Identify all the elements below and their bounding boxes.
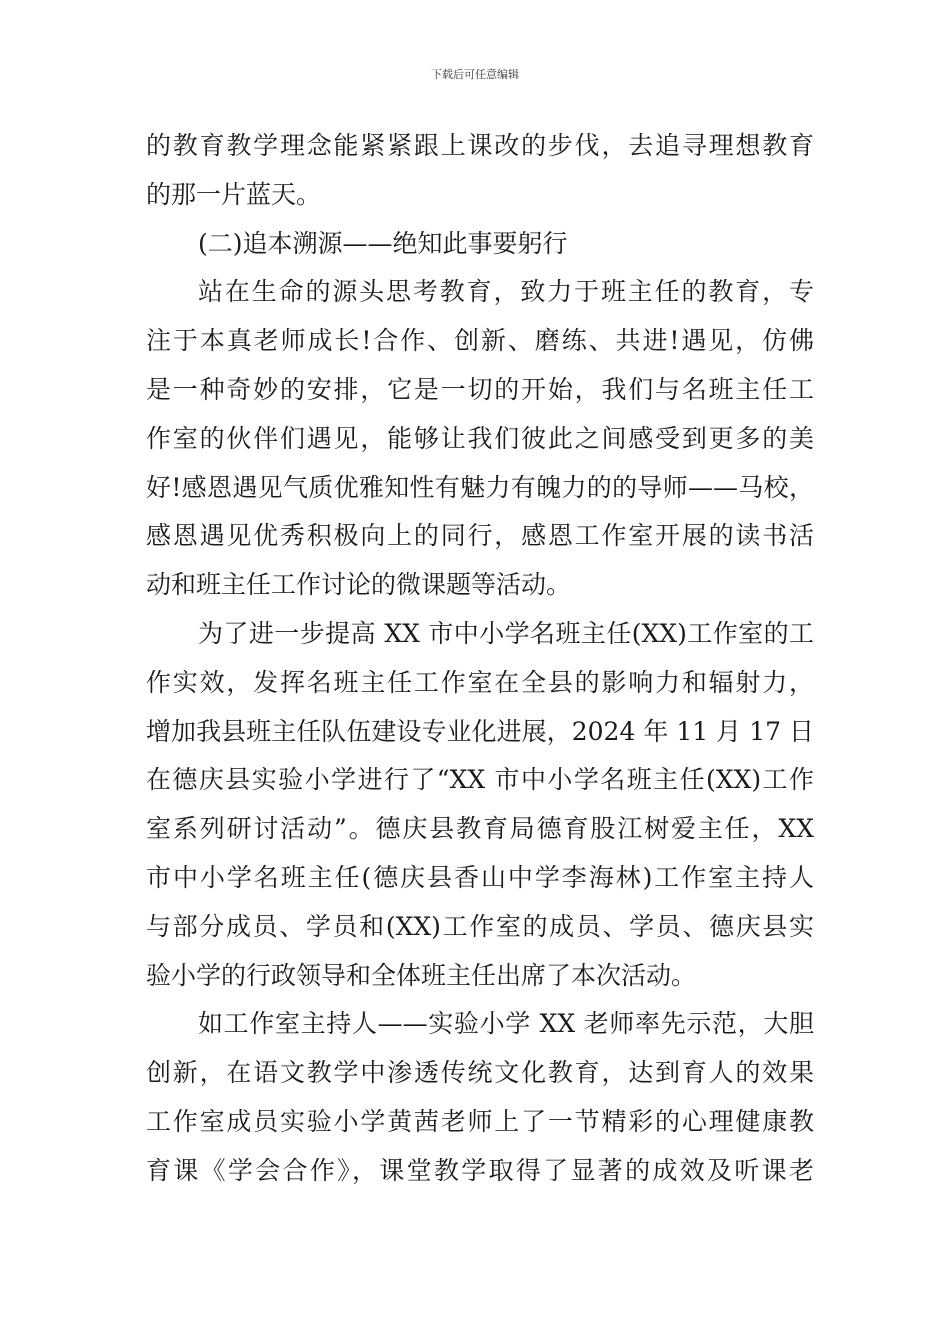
text-line: 育课《学会合作》，课堂教学取得了显著的成效及听课老 (146, 1155, 814, 1185)
text-line: 注于本真老师成长!合作、创新、磨练、共进!遇见，仿佛 (146, 326, 814, 356)
text-line: 与部分成员、学员和(XX)工作室的成员、学员、德庆县实 (146, 911, 814, 941)
text-line: 增加我县班主任队伍建设专业化进展，2024 年 11 月 17 日 (146, 716, 814, 746)
text-line: 为了进一步提高 XX 市中小学名班主任(XX)工作室的工 (198, 618, 814, 648)
text-line: 是一种奇妙的安排，它是一切的开始，我们与名班主任工 (146, 374, 814, 404)
text-line: 工作室成员实验小学黄茜老师上了一节精彩的心理健康教 (146, 1106, 814, 1136)
document-body (146, 122, 814, 1196)
text-line: 创新，在语文教学中渗透传统文化教育，达到育人的效果 (146, 1058, 814, 1088)
text-line: 动和班主任工作讨论的微课题等活动。 (146, 570, 572, 600)
text-line: 作实效，发挥名班主任工作室在全县的影响力和辐射力， (146, 667, 814, 697)
text-line: 站在生命的源头思考教育，致力于班主任的教育，专 (198, 277, 814, 307)
text-line: 的教育教学理念能紧紧跟上课改的步伐，去追寻理想教育 (146, 131, 814, 160)
text-line: 如工作室主持人——实验小学 XX 老师率先示范，大胆 (198, 1009, 814, 1039)
text-line: 的那一片蓝天。 (146, 179, 322, 209)
text-line: 市中小学名班主任(德庆县香山中学李海林)工作室主持人 (146, 862, 814, 892)
text-line: 室系列研讨活动”。德庆县教育局德育股江树爱主任，XX (146, 814, 814, 844)
text-line: 在德庆县实验小学进行了“XX 市中小学名班主任(XX)工作 (146, 765, 814, 795)
page-header: 下载后可任意编辑 (431, 68, 519, 81)
section-heading: (二)追本溯源——绝知此事要躬行 (198, 228, 568, 258)
text-line: 验小学的行政领导和全体班主任出席了本次活动。 (146, 960, 697, 990)
text-line: 好!感恩遇见气质优雅知性有魅力有魄力的的导师——马校， (146, 472, 814, 502)
text-line: 作室的伙伴们遇见，能够让我们彼此之间感受到更多的美 (146, 423, 814, 453)
text-line: 感恩遇见优秀积极向上的同行，感恩工作室开展的读书活 (146, 521, 814, 551)
